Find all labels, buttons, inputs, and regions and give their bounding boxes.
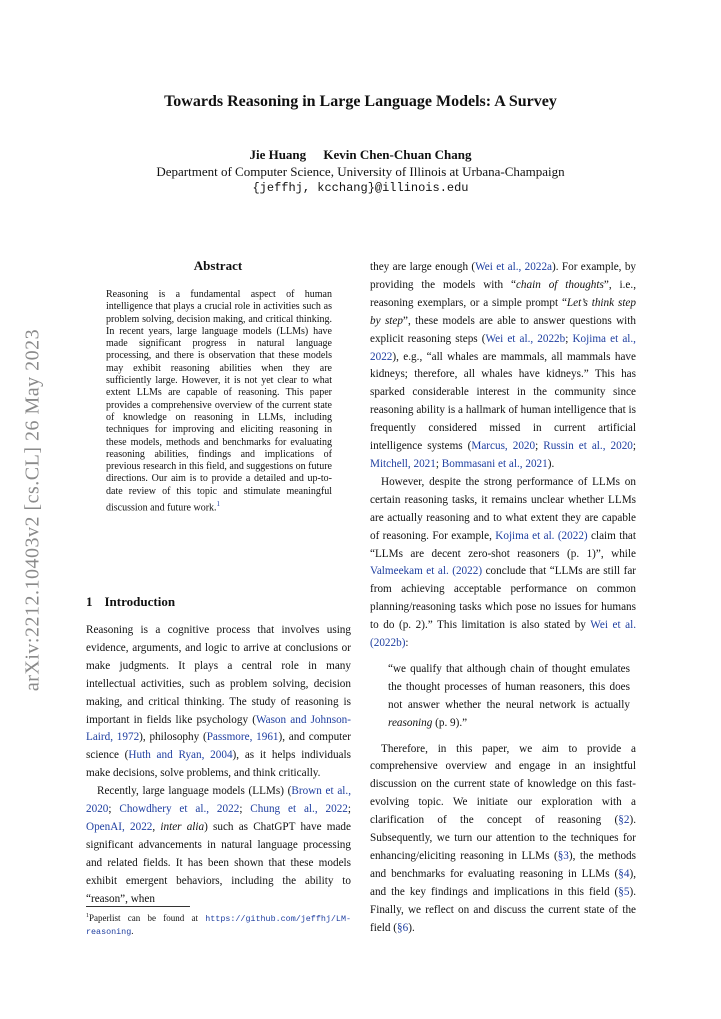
paragraph bbox=[370, 474, 636, 653]
text-run: ; bbox=[535, 440, 544, 453]
author-email: {jeffhj, kcchang}@illinois.edu bbox=[252, 181, 469, 195]
text-run: ; bbox=[632, 440, 636, 453]
section-number: 1 bbox=[86, 594, 93, 609]
citation-link[interactable]: Kojima et al. (2022) bbox=[495, 529, 588, 542]
citation-link[interactable]: Huth and Ryan, 2004 bbox=[128, 749, 233, 762]
text-run: ; bbox=[565, 332, 573, 345]
abstract-text: Reasoning is a fundamental aspect of human intelligence that plays a crucial role in activities such as problem solving, decision making, and critical thinking. In recent years, large language models (LLMs) have made significant progress in natural language processing, and there is observation that these models may exhibit reasoning abilities when they are sufficiently large. However, it is not yet clear to what extent LLMs are capable of reasoning. This paper provides a comprehensive overview of the current state of knowledge on reasoning in LLMs, including techniques for improving and eliciting reasoning in these models, methods and benchmarks for evaluating reasoning abilities, findings and implications of previous research in this field, and suggestions on future directions. Our aim is to provide a detailed and up-to-date review of this topic and stimulate meaningful discussion and future work. bbox=[106, 289, 332, 514]
text-run: ), the methods and benchmarks for evaluating reasoning in LLMs ( bbox=[370, 850, 636, 880]
text-run: : bbox=[405, 637, 409, 650]
text-run: ), as it helps individuals make decisions, solve problems, and think critically. bbox=[86, 749, 351, 780]
citation-link[interactable]: Kojima et al., 2022 bbox=[370, 332, 636, 363]
citation-link[interactable]: Passmore, 1961 bbox=[206, 731, 279, 744]
text-run: ), and computer science ( bbox=[86, 731, 351, 762]
citation-link[interactable]: Chowdhery et al., 2022 bbox=[119, 803, 240, 816]
text-run: ), e.g., “all whales are mammals, all mammals have kidneys; therefore, all whales have kidneys.” This has sparked considerable interest in the community since reasoning ability is a hallmark of human intelligence that is frequently considered missed in current artificial intelligence systems ( bbox=[370, 350, 636, 453]
citation-link[interactable]: Brown et al., 2020 bbox=[86, 785, 351, 816]
author-list bbox=[0, 147, 721, 163]
citation-link[interactable]: §6 bbox=[397, 921, 409, 934]
citation-link[interactable]: §5 bbox=[618, 885, 630, 898]
citation-link[interactable]: Mitchell, 2021 bbox=[370, 457, 436, 470]
text-run: ). Finally, we reflect on and discuss the current state of the field ( bbox=[370, 885, 636, 934]
citation-link[interactable]: Russin et al., 2020 bbox=[543, 440, 633, 453]
emphasis-text: chain of thoughts bbox=[515, 278, 604, 291]
affiliation: Department of Computer Science, University of Illinois at Urbana-Champaign bbox=[156, 164, 565, 179]
abstract-heading: Abstract bbox=[193, 258, 243, 273]
text-run: ”, these models are able to answer questions with explicit reasoning steps ( bbox=[370, 314, 636, 345]
paragraph bbox=[86, 783, 351, 908]
arxiv-identifier: arXiv:2212.10403v2 [cs.CL] 26 May 2023 bbox=[21, 328, 44, 692]
footnote-text: Paperlist can be found at bbox=[89, 913, 206, 923]
arxiv-identifier-sidebar bbox=[18, 300, 48, 720]
emphasis-text: reasoning bbox=[388, 716, 433, 729]
paragraph bbox=[86, 622, 351, 783]
citation-link[interactable]: Wei et al., 2022a bbox=[475, 261, 553, 273]
text-run: ), and the key findings and implications in this field ( bbox=[370, 867, 636, 898]
text-run: ; bbox=[239, 803, 251, 816]
citation-link[interactable]: Chung et al., 2022 bbox=[250, 803, 348, 816]
citation-link[interactable]: Bommasani et al., 2021 bbox=[441, 457, 548, 470]
footnote-number: 1 bbox=[86, 913, 89, 919]
citation-link[interactable]: Valmeekam et al. (2022) bbox=[370, 565, 483, 578]
footnote-marker[interactable]: 1 bbox=[216, 500, 221, 509]
citation-link[interactable]: Wei et al., 2022b bbox=[485, 332, 566, 345]
section-title: Introduction bbox=[104, 594, 176, 609]
footnote-rule bbox=[86, 906, 190, 907]
text-run: Therefore, in this paper, we aim to provide a comprehensive overview and engage in an insightful discussion on the current state of knowledge on this fast-evolving topic. We initiate our exploration with a clarification of the concept of reasoning ( bbox=[370, 742, 636, 827]
text-run: ; bbox=[347, 803, 351, 816]
text-run: However, despite the strong performance of LLMs on certain reasoning tasks, it remains unclear whether LLMs are actually reasoning and to what extent they are capable of reasoning. For example, bbox=[370, 475, 636, 542]
paper-title: Towards Reasoning in Large Language Models: A Survey bbox=[164, 93, 557, 110]
footnote-end: . bbox=[131, 926, 134, 936]
citation-link[interactable]: §3 bbox=[557, 850, 569, 862]
footnote bbox=[86, 910, 351, 938]
author-name: Kevin Chen-Chuan Chang bbox=[323, 147, 472, 162]
section-heading bbox=[86, 594, 175, 610]
paragraph bbox=[370, 259, 636, 474]
paperlist-link[interactable]: https://github.com/jeffhj/LM-reasoning bbox=[86, 914, 351, 937]
text-run: ). bbox=[408, 921, 415, 934]
text-run: ; bbox=[108, 803, 120, 816]
citation-link[interactable]: §4 bbox=[618, 867, 630, 880]
emphasis-text: Let’s think step by step bbox=[370, 296, 636, 327]
author-name: Jie Huang bbox=[249, 147, 307, 162]
text-run: ), philosophy ( bbox=[139, 731, 207, 744]
text-run: , bbox=[152, 820, 161, 833]
text-run: ) such as ChatGPT have made significant advancements in natural language processing and related fields. It has been shown that these models exhibit emergent behaviors, including the ability to “reason”, when bbox=[86, 820, 351, 905]
citation-link[interactable]: Marcus, 2020 bbox=[471, 440, 536, 453]
text-run: ). bbox=[547, 457, 555, 470]
citation-link[interactable]: Wason and Johnson-Laird, 1972 bbox=[86, 713, 351, 744]
right-column bbox=[370, 259, 636, 938]
text-run: Reasoning is a cognitive process that involves using evidence, arguments, and logic to arrive at conclusions or make judgments. It plays a central role in many intellectual activities, such as problem solving, decision making, and critical thinking. The study of reasoning is important in fields like psychology ( bbox=[86, 624, 351, 726]
text-run: (p. 9).” bbox=[432, 716, 468, 729]
text-run: claim that “LLMs are decent zero-shot reasoners (p. 1)”, while bbox=[370, 529, 636, 560]
text-run: ). For example, by providing the models with “ bbox=[370, 261, 637, 291]
citation-link[interactable]: §2 bbox=[618, 814, 630, 827]
text-run: ”, i.e., reasoning exemplars, or a simple prompt “ bbox=[370, 278, 636, 309]
text-run: ). Subsequently, we turn our attention to the techniques for enhancing/eliciting reasoning in LLMs ( bbox=[370, 814, 636, 862]
citation-link[interactable]: OpenAI, 2022 bbox=[86, 820, 153, 833]
text-run: ; bbox=[435, 457, 442, 470]
text-run: Recently, large language models (LLMs) ( bbox=[97, 785, 292, 798]
emphasis-text: inter alia bbox=[160, 820, 205, 833]
citation-link[interactable]: Wei et al. (2022b) bbox=[370, 619, 636, 650]
text-run: they are large enough ( bbox=[370, 261, 476, 273]
block-quote bbox=[388, 661, 630, 733]
left-column bbox=[86, 622, 351, 909]
text-run: “we qualify that although chain of thought emulates the thought processes of human reasoners, this does not answer whether the neural network is actually bbox=[388, 662, 630, 711]
text-run: conclude that “LLMs are still far from achieving acceptable performance on common planning/reasoning tasks which pose no issues for humans to do (p. 2).” This limitation is also stated by bbox=[370, 565, 637, 632]
abstract-body bbox=[106, 289, 332, 515]
paragraph bbox=[370, 741, 636, 938]
